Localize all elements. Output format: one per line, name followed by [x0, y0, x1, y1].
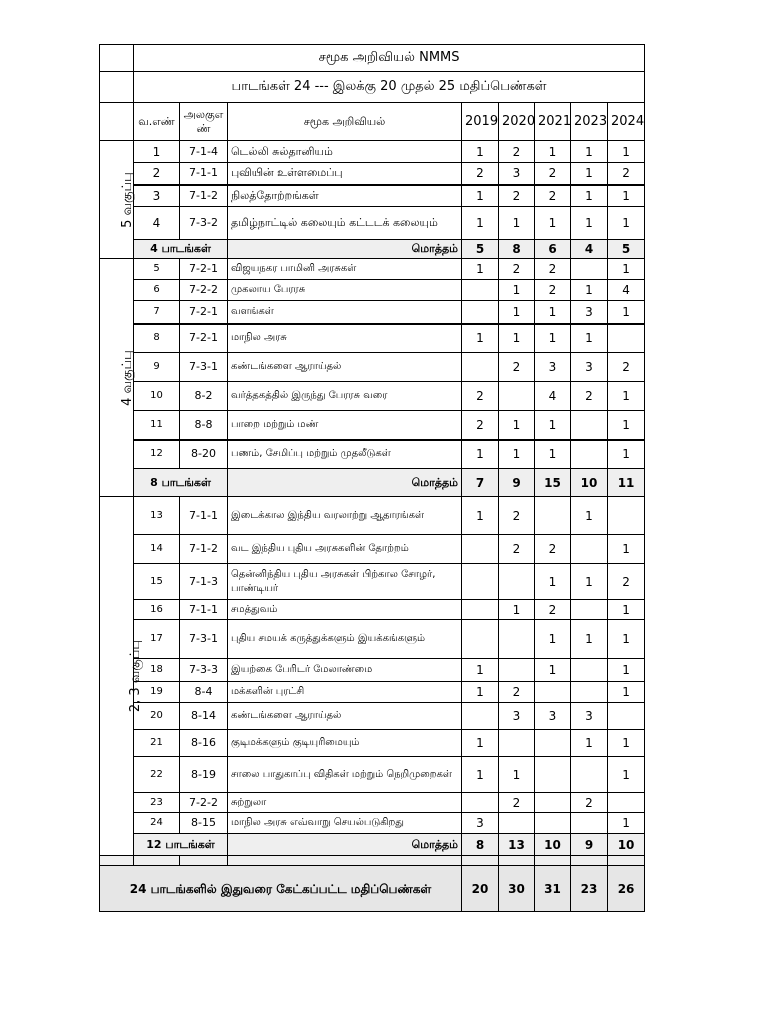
unit-number: 7-1-4	[180, 141, 228, 163]
mark-cell: 2	[608, 564, 645, 600]
lesson-count: 4 பாடங்கள்	[134, 240, 228, 259]
lesson-count: 12 பாடங்கள்	[134, 834, 228, 856]
mark-cell: 1	[462, 730, 499, 757]
topic-name: மாநில அரசு எவ்வாறு செயல்படுகிறது	[228, 813, 462, 834]
unit-number: 7-3-3	[180, 659, 228, 682]
total-label: மொத்தம்	[228, 834, 462, 856]
mark-cell: 2	[499, 793, 535, 813]
table-row	[100, 440, 645, 469]
table-row	[100, 535, 645, 564]
unit-number: 8-2	[180, 382, 228, 411]
summary-row	[100, 469, 645, 497]
table-row	[100, 564, 645, 600]
mark-cell: 2	[571, 382, 608, 411]
serial-number: 18	[134, 659, 180, 682]
mark-cell: 2	[499, 497, 535, 535]
mark-cell	[571, 411, 608, 440]
mark-cell: 2	[535, 280, 571, 301]
mark-cell: 1	[571, 207, 608, 240]
mark-cell: 1	[608, 185, 645, 207]
corner-cell	[100, 103, 134, 141]
serial-number: 5	[134, 259, 180, 280]
unit-number: 7-3-1	[180, 353, 228, 382]
mark-cell: 1	[535, 141, 571, 163]
mark-cell: 1	[608, 259, 645, 280]
serial-number: 8	[134, 324, 180, 353]
grand-total-cell: 26	[608, 866, 645, 912]
mark-cell: 1	[571, 620, 608, 659]
mark-cell: 2	[571, 793, 608, 813]
table-row	[100, 163, 645, 185]
table-row	[100, 793, 645, 813]
class-group-text: 2, 3 வகுப்பு	[128, 639, 144, 713]
topic-name: வளங்கள்	[228, 301, 462, 324]
empty-cell	[499, 856, 535, 866]
mark-cell	[499, 730, 535, 757]
lesson-count: 8 பாடங்கள்	[134, 469, 228, 497]
mark-cell	[462, 301, 499, 324]
topic-name: கண்டங்களை ஆராய்தல்	[228, 703, 462, 730]
unit-number: 7-2-1	[180, 324, 228, 353]
mark-cell	[535, 730, 571, 757]
mark-cell: 1	[499, 324, 535, 353]
mark-cell	[499, 382, 535, 411]
serial-number: 20	[134, 703, 180, 730]
corner-cell	[100, 45, 134, 72]
mark-cell: 1	[608, 535, 645, 564]
mark-cell: 2	[462, 163, 499, 185]
mark-cell: 1	[462, 185, 499, 207]
mark-cell: 1	[462, 440, 499, 469]
header-year: 2021	[535, 103, 571, 141]
unit-number: 8-20	[180, 440, 228, 469]
corner-cell	[100, 72, 134, 103]
nmms-marks-table	[99, 44, 645, 912]
serial-number: 2	[134, 163, 180, 185]
serial-number: 23	[134, 793, 180, 813]
mark-cell: 1	[535, 564, 571, 600]
mark-cell: 2	[462, 382, 499, 411]
table-row	[100, 659, 645, 682]
total-cell: 10	[535, 834, 571, 856]
mark-cell: 2	[499, 353, 535, 382]
mark-cell	[462, 535, 499, 564]
mark-cell: 1	[608, 440, 645, 469]
empty-cell	[134, 856, 180, 866]
mark-cell	[571, 600, 608, 620]
table-row	[100, 382, 645, 411]
unit-number: 7-1-1	[180, 163, 228, 185]
mark-cell: 1	[462, 324, 499, 353]
total-cell: 6	[535, 240, 571, 259]
mark-cell: 1	[608, 382, 645, 411]
table-row	[100, 813, 645, 834]
total-cell: 10	[571, 469, 608, 497]
table-row	[100, 757, 645, 793]
mark-cell: 1	[499, 411, 535, 440]
table-row	[100, 411, 645, 440]
serial-number: 14	[134, 535, 180, 564]
mark-cell: 1	[499, 440, 535, 469]
table-row	[100, 497, 645, 535]
total-label: மொத்தம்	[228, 240, 462, 259]
header-year: 2019	[462, 103, 499, 141]
table-row	[100, 185, 645, 207]
topic-name: சமத்துவம்	[228, 600, 462, 620]
header-unit: அலகுஎண்	[180, 103, 228, 141]
unit-number: 7-1-2	[180, 185, 228, 207]
total-cell: 8	[499, 240, 535, 259]
mark-cell	[571, 813, 608, 834]
total-cell: 13	[499, 834, 535, 856]
mark-cell	[462, 600, 499, 620]
mark-cell: 1	[571, 564, 608, 600]
total-cell: 4	[571, 240, 608, 259]
mark-cell	[571, 259, 608, 280]
topic-name: புதிய சமயக் கருத்துக்களும் இயக்கங்களும்	[228, 620, 462, 659]
grand-total-cell: 23	[571, 866, 608, 912]
mark-cell: 2	[499, 259, 535, 280]
mark-cell: 2	[535, 600, 571, 620]
class-group-label	[100, 259, 134, 497]
topic-name: விஜயநகர பாமினி அரசுகள்	[228, 259, 462, 280]
total-cell: 5	[462, 240, 499, 259]
table-row	[100, 301, 645, 324]
mark-cell	[608, 497, 645, 535]
table-row	[100, 259, 645, 280]
class-group-label	[100, 141, 134, 259]
mark-cell: 3	[499, 703, 535, 730]
mark-cell: 2	[535, 259, 571, 280]
mark-cell	[499, 620, 535, 659]
table-row	[100, 730, 645, 757]
mark-cell: 1	[608, 141, 645, 163]
header-subject: சமூக அறிவியல்	[228, 103, 462, 141]
header-sno: வ.எண்	[134, 103, 180, 141]
empty-cell	[608, 856, 645, 866]
empty-cell	[571, 856, 608, 866]
mark-cell: 1	[571, 163, 608, 185]
mark-cell: 1	[608, 757, 645, 793]
mark-cell	[462, 280, 499, 301]
mark-cell	[499, 813, 535, 834]
topic-name: குடிமக்களும் குடியுரிமையும்	[228, 730, 462, 757]
mark-cell: 3	[571, 703, 608, 730]
total-cell: 11	[608, 469, 645, 497]
mark-cell: 1	[535, 411, 571, 440]
mark-cell: 2	[535, 535, 571, 564]
mark-cell	[462, 703, 499, 730]
mark-cell	[535, 497, 571, 535]
serial-number: 6	[134, 280, 180, 301]
serial-number: 17	[134, 620, 180, 659]
total-cell: 15	[535, 469, 571, 497]
mark-cell	[535, 682, 571, 703]
header-year: 2023	[571, 103, 608, 141]
mark-cell: 1	[535, 301, 571, 324]
grand-total-cell: 30	[499, 866, 535, 912]
serial-number: 22	[134, 757, 180, 793]
topic-name: பணம், சேமிப்பு மற்றும் முதலீடுகள்	[228, 440, 462, 469]
serial-number: 24	[134, 813, 180, 834]
mark-cell: 1	[535, 620, 571, 659]
mark-cell: 2	[535, 163, 571, 185]
mark-cell: 2	[462, 411, 499, 440]
unit-number: 7-2-2	[180, 280, 228, 301]
mark-cell: 1	[462, 659, 499, 682]
empty-cell	[535, 856, 571, 866]
mark-cell: 1	[571, 141, 608, 163]
unit-number: 8-14	[180, 703, 228, 730]
mark-cell: 1	[571, 730, 608, 757]
mark-cell: 1	[462, 207, 499, 240]
topic-name: சுற்றுலா	[228, 793, 462, 813]
mark-cell	[571, 440, 608, 469]
mark-cell: 3	[571, 353, 608, 382]
mark-cell	[608, 703, 645, 730]
mark-cell: 3	[462, 813, 499, 834]
unit-number: 7-3-1	[180, 620, 228, 659]
unit-number: 7-1-1	[180, 497, 228, 535]
serial-number: 16	[134, 600, 180, 620]
unit-number: 8-8	[180, 411, 228, 440]
mark-cell: 1	[535, 207, 571, 240]
spacer-row	[100, 856, 645, 866]
empty-cell	[180, 856, 228, 866]
unit-number: 7-1-1	[180, 600, 228, 620]
grand-total-cell: 20	[462, 866, 499, 912]
serial-number: 1	[134, 141, 180, 163]
unit-number: 7-2-1	[180, 259, 228, 280]
table-row	[100, 207, 645, 240]
unit-number: 8-4	[180, 682, 228, 703]
mark-cell	[535, 813, 571, 834]
summary-row	[100, 834, 645, 856]
mark-cell: 4	[535, 382, 571, 411]
mark-cell: 1	[608, 600, 645, 620]
header-year: 2020	[499, 103, 535, 141]
serial-number: 4	[134, 207, 180, 240]
mark-cell: 1	[608, 620, 645, 659]
total-cell: 7	[462, 469, 499, 497]
table-row	[100, 353, 645, 382]
total-label: மொத்தம்	[228, 469, 462, 497]
mark-cell: 1	[608, 659, 645, 682]
total-cell: 9	[499, 469, 535, 497]
mark-cell	[462, 793, 499, 813]
total-cell: 5	[608, 240, 645, 259]
mark-cell: 1	[571, 497, 608, 535]
mark-cell: 1	[462, 259, 499, 280]
topic-name: சாலை பாதுகாப்பு விதிகள் மற்றும் நெறிமுறைகள்	[228, 757, 462, 793]
mark-cell: 2	[499, 682, 535, 703]
mark-cell	[499, 564, 535, 600]
table-row	[100, 620, 645, 659]
mark-cell: 2	[608, 353, 645, 382]
table-row	[100, 280, 645, 301]
mark-cell: 1	[608, 813, 645, 834]
topic-name: நிலத்தோற்றங்கள்	[228, 185, 462, 207]
mark-cell: 2	[499, 141, 535, 163]
mark-cell: 2	[535, 185, 571, 207]
table-row	[100, 703, 645, 730]
mark-cell: 1	[499, 757, 535, 793]
mark-cell: 1	[535, 440, 571, 469]
mark-cell: 1	[499, 600, 535, 620]
topic-name: இடைக்கால இந்திய வரலாற்று ஆதாரங்கள்	[228, 497, 462, 535]
mark-cell: 1	[499, 301, 535, 324]
mark-cell: 2	[499, 185, 535, 207]
serial-number: 11	[134, 411, 180, 440]
topic-name: மாநில அரசு	[228, 324, 462, 353]
mark-cell: 1	[462, 141, 499, 163]
mark-cell: 3	[535, 703, 571, 730]
mark-cell: 1	[462, 757, 499, 793]
mark-cell	[571, 682, 608, 703]
header-year: 2024	[608, 103, 645, 141]
summary-row	[100, 240, 645, 259]
empty-cell	[228, 856, 462, 866]
unit-number: 8-16	[180, 730, 228, 757]
topic-name: கண்டங்களை ஆராய்தல்	[228, 353, 462, 382]
mark-cell: 3	[535, 353, 571, 382]
mark-cell	[571, 659, 608, 682]
mark-cell	[462, 620, 499, 659]
grand-total-row	[100, 866, 645, 912]
mark-cell: 1	[571, 185, 608, 207]
unit-number: 8-19	[180, 757, 228, 793]
empty-cell	[100, 856, 134, 866]
table-subtitle: பாடங்கள் 24 --- இலக்கு 20 முதல் 25 மதிப்பெண்கள்	[134, 72, 645, 103]
class-group-text: 5 வகுப்பு	[119, 171, 135, 228]
mark-cell: 1	[499, 207, 535, 240]
mark-cell	[535, 793, 571, 813]
table-row	[100, 324, 645, 353]
mark-cell: 1	[608, 301, 645, 324]
mark-cell: 1	[499, 280, 535, 301]
total-cell: 10	[608, 834, 645, 856]
topic-name: முகலாய பேரரசு	[228, 280, 462, 301]
topic-name: தமிழ்நாட்டில் கலையும் கட்டடக் கலையும்	[228, 207, 462, 240]
unit-number: 7-1-3	[180, 564, 228, 600]
mark-cell: 4	[608, 280, 645, 301]
grand-total-cell: 31	[535, 866, 571, 912]
mark-cell: 1	[608, 682, 645, 703]
class-group-label	[100, 497, 144, 856]
mark-cell	[608, 324, 645, 353]
mark-cell	[535, 757, 571, 793]
total-cell: 9	[571, 834, 608, 856]
serial-number: 10	[134, 382, 180, 411]
mark-cell: 1	[462, 682, 499, 703]
serial-number: 9	[134, 353, 180, 382]
topic-name: இயற்கை பேரிடர் மேலாண்மை	[228, 659, 462, 682]
mark-cell	[499, 659, 535, 682]
topic-name: பாறை மற்றும் மண்	[228, 411, 462, 440]
topic-name: வட இந்திய புதிய அரசுகளின் தோற்றம்	[228, 535, 462, 564]
mark-cell	[571, 757, 608, 793]
table-row	[100, 600, 645, 620]
table-title: சமூக அறிவியல் NMMS	[134, 45, 645, 72]
mark-cell: 1	[571, 280, 608, 301]
mark-cell: 3	[571, 301, 608, 324]
empty-cell	[462, 856, 499, 866]
unit-number: 7-2-2	[180, 793, 228, 813]
mark-cell	[571, 535, 608, 564]
unit-number: 7-2-1	[180, 301, 228, 324]
serial-number: 21	[134, 730, 180, 757]
mark-cell	[608, 793, 645, 813]
serial-number: 12	[134, 440, 180, 469]
mark-cell: 1	[535, 659, 571, 682]
mark-cell: 1	[608, 730, 645, 757]
serial-number: 15	[134, 564, 180, 600]
topic-name: புவியின் உள்ளமைப்பு	[228, 163, 462, 185]
unit-number: 8-15	[180, 813, 228, 834]
mark-cell: 2	[608, 163, 645, 185]
topic-name: தென்னிந்திய புதிய அரசுகள் பிற்கால சோழர், பாண்டியர்	[228, 564, 462, 600]
unit-number: 7-1-2	[180, 535, 228, 564]
topic-name: டெல்லி சுல்தானியம்	[228, 141, 462, 163]
serial-number: 19	[134, 682, 180, 703]
serial-number: 3	[134, 185, 180, 207]
grand-total-label: 24 பாடங்களில் இதுவரை கேட்கப்பட்ட மதிப்பெண்கள்	[100, 866, 462, 912]
mark-cell: 1	[535, 324, 571, 353]
mark-cell: 1	[462, 497, 499, 535]
table-row	[100, 682, 645, 703]
serial-number: 13	[134, 497, 180, 535]
total-cell: 8	[462, 834, 499, 856]
topic-name: மக்களின் புரட்சி	[228, 682, 462, 703]
mark-cell: 1	[608, 411, 645, 440]
topic-name: வர்த்தகத்தில் இருந்து பேரரசு வரை	[228, 382, 462, 411]
unit-number: 7-3-2	[180, 207, 228, 240]
mark-cell	[462, 564, 499, 600]
mark-cell: 3	[499, 163, 535, 185]
mark-cell: 2	[499, 535, 535, 564]
mark-cell: 1	[571, 324, 608, 353]
serial-number: 7	[134, 301, 180, 324]
mark-cell	[462, 353, 499, 382]
mark-cell: 1	[608, 207, 645, 240]
table-row	[100, 141, 645, 163]
class-group-text: 4 வகுப்பு	[119, 349, 135, 406]
